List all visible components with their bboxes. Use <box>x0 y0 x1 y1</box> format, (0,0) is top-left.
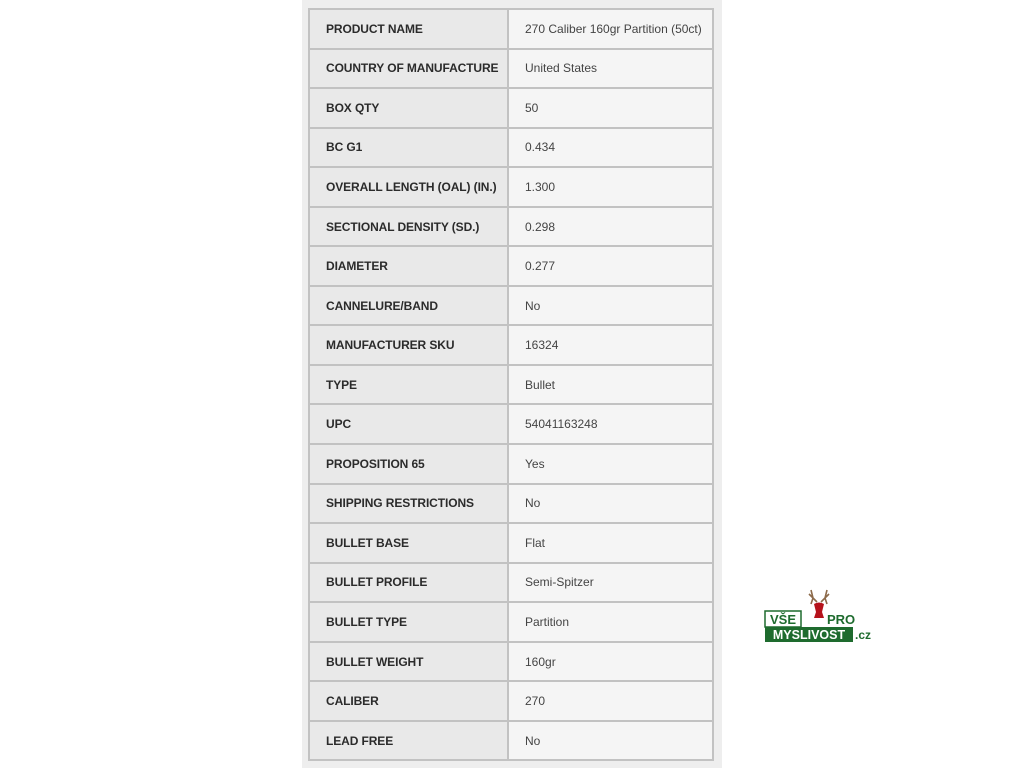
logo-word-2: PRO <box>827 612 856 627</box>
spec-value: United States <box>508 49 713 89</box>
logo-graphic <box>764 588 876 644</box>
spec-label: COUNTRY OF MANUFACTURE <box>309 49 508 89</box>
spec-row <box>309 9 713 49</box>
spec-label: SECTIONAL DENSITY (SD.) <box>309 207 508 247</box>
spec-row <box>309 642 713 682</box>
spec-table <box>308 8 714 761</box>
spec-value: 1.300 <box>508 167 713 207</box>
spec-row <box>309 681 713 721</box>
spec-value: 160gr <box>508 642 713 682</box>
spec-row <box>309 128 713 168</box>
spec-label: BULLET WEIGHT <box>309 642 508 682</box>
spec-table-body <box>309 9 713 760</box>
spec-row <box>309 246 713 286</box>
spec-row <box>309 444 713 484</box>
spec-value: Semi-Spitzer <box>508 563 713 603</box>
spec-row <box>309 88 713 128</box>
logo-word-1: VŠE <box>769 612 797 627</box>
spec-label: BOX QTY <box>309 88 508 128</box>
spec-row <box>309 602 713 642</box>
spec-value: 16324 <box>508 325 713 365</box>
spec-label: CALIBER <box>309 681 508 721</box>
spec-value: No <box>508 721 713 761</box>
deer-head-icon <box>809 590 829 618</box>
spec-label: OVERALL LENGTH (OAL) (IN.) <box>309 167 508 207</box>
spec-row <box>309 563 713 603</box>
spec-label: MANUFACTURER SKU <box>309 325 508 365</box>
spec-label: DIAMETER <box>309 246 508 286</box>
spec-label: BULLET TYPE <box>309 602 508 642</box>
spec-value: No <box>508 286 713 326</box>
spec-value: 0.277 <box>508 246 713 286</box>
spec-row <box>309 404 713 444</box>
spec-label: BULLET PROFILE <box>309 563 508 603</box>
spec-row <box>309 721 713 761</box>
spec-value: Flat <box>508 523 713 563</box>
spec-value: No <box>508 484 713 524</box>
spec-value: 270 Caliber 160gr Partition (50ct) <box>508 9 713 49</box>
spec-label: PRODUCT NAME <box>309 9 508 49</box>
spec-value: 270 <box>508 681 713 721</box>
spec-row <box>309 49 713 89</box>
spec-label: BULLET BASE <box>309 523 508 563</box>
spec-label: TYPE <box>309 365 508 405</box>
site-logo[interactable] <box>764 588 876 644</box>
spec-label: UPC <box>309 404 508 444</box>
spec-label: CANNELURE/BAND <box>309 286 508 326</box>
logo-suffix: .cz <box>855 628 872 642</box>
spec-row <box>309 484 713 524</box>
spec-row <box>309 167 713 207</box>
spec-label: PROPOSITION 65 <box>309 444 508 484</box>
spec-label: SHIPPING RESTRICTIONS <box>309 484 508 524</box>
logo-word-3: MYSLIVOST <box>772 628 846 642</box>
spec-value: Yes <box>508 444 713 484</box>
spec-value: 54041163248 <box>508 404 713 444</box>
spec-value: 0.298 <box>508 207 713 247</box>
spec-row <box>309 207 713 247</box>
spec-label: LEAD FREE <box>309 721 508 761</box>
spec-value: Bullet <box>508 365 713 405</box>
spec-row <box>309 286 713 326</box>
spec-value: 50 <box>508 88 713 128</box>
spec-label: BC G1 <box>309 128 508 168</box>
spec-value: 0.434 <box>508 128 713 168</box>
spec-row <box>309 523 713 563</box>
spec-row <box>309 365 713 405</box>
spec-value: Partition <box>508 602 713 642</box>
spec-row <box>309 325 713 365</box>
